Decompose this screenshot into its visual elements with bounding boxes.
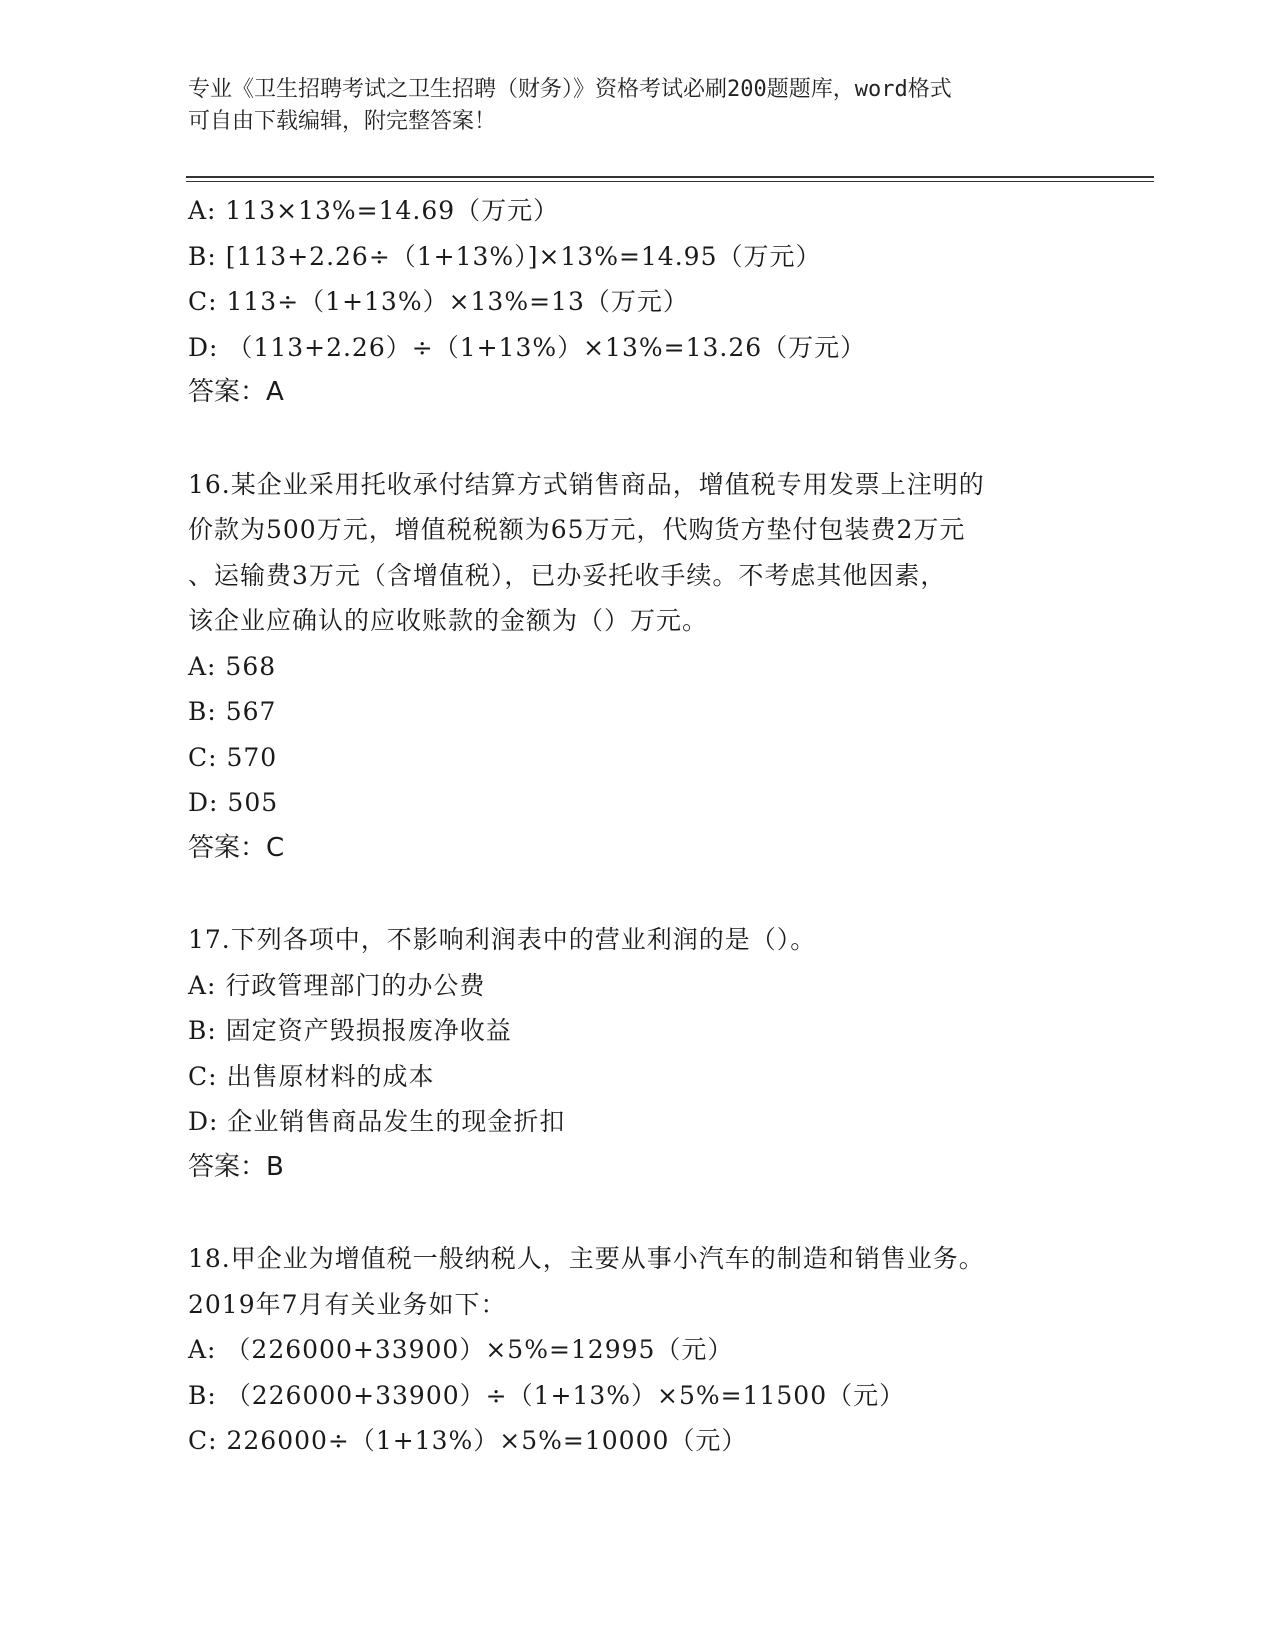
question-stem-line: 16.某企业采用托收承付结算方式销售商品，增值税专用发票上注明的: [188, 469, 985, 499]
option-b: B: 固定资产毁损报废净收益: [188, 1016, 512, 1045]
question-spacer: [188, 1190, 1088, 1236]
question-stem-line: 2019年7月有关业务如下：: [188, 1289, 507, 1319]
question-17: [188, 917, 1088, 1190]
header-line-2: 可自由下载编辑，附完整答案！: [188, 109, 497, 134]
question-stem-line: 18.甲企业为增值税一般纳税人，主要从事小汽车的制造和销售业务。: [188, 1244, 985, 1273]
option-d: D: （113+2.26）÷（1+13%）×13%=13.26（万元）: [188, 332, 867, 362]
document-header: [188, 74, 1088, 138]
question-spacer: [188, 416, 1088, 462]
option-b: B: [113+2.26÷（1+13%）]×13%=14.95（万元）: [188, 241, 822, 271]
option-d: D: 企业销售商品发生的现金折扣: [188, 1107, 566, 1136]
question-16: [188, 462, 1088, 872]
header-line-1: 专业《卫生招聘考试之卫生招聘（财务）》资格考试必刷200题题库，word格式: [188, 77, 952, 102]
option-c: C: 113÷（1+13%）×13%=13（万元）: [188, 287, 689, 316]
question-stem-line: 价款为500万元，增值税税额为65万元，代购货方垫付包装费2万元: [188, 515, 966, 544]
question-15: [188, 188, 1088, 416]
header-divider-thin: [186, 181, 1154, 182]
question-spacer: [188, 871, 1088, 917]
option-a: A: 568: [188, 651, 277, 681]
option-c: C: 226000÷（1+13%）×5%=10000（元）: [188, 1426, 748, 1455]
answer: 答案：C: [188, 832, 285, 863]
question-stem-line: 17.下列各项中，不影响利润表中的营业利润的是（）。: [188, 925, 817, 954]
header-divider-thick: [186, 176, 1154, 178]
answer: 答案：B: [188, 1151, 284, 1182]
option-b: B: （226000+33900）÷（1+13%）×5%=11500（元）: [188, 1380, 906, 1410]
option-a: A: （226000+33900）×5%=12995（元）: [188, 1335, 734, 1364]
option-a: A: 行政管理部门的办公费: [188, 970, 486, 1000]
question-list: [188, 188, 1088, 1464]
question-18: [188, 1236, 1088, 1464]
question-stem-line: 、运输费3万元（含增值税），已办妥托收手续。不考虑其他因素，: [188, 560, 947, 590]
option-b: B: 567: [188, 697, 277, 726]
question-stem-line: 该企业应确认的应收账款的金额为（）万元。: [188, 606, 709, 635]
option-d: D: 505: [188, 788, 279, 817]
option-c: C: 出售原材料的成本: [188, 1061, 435, 1091]
option-c: C: 570: [188, 742, 278, 772]
answer: 答案：A: [188, 377, 284, 407]
option-a: A: 113×13%=14.69（万元）: [188, 196, 560, 225]
